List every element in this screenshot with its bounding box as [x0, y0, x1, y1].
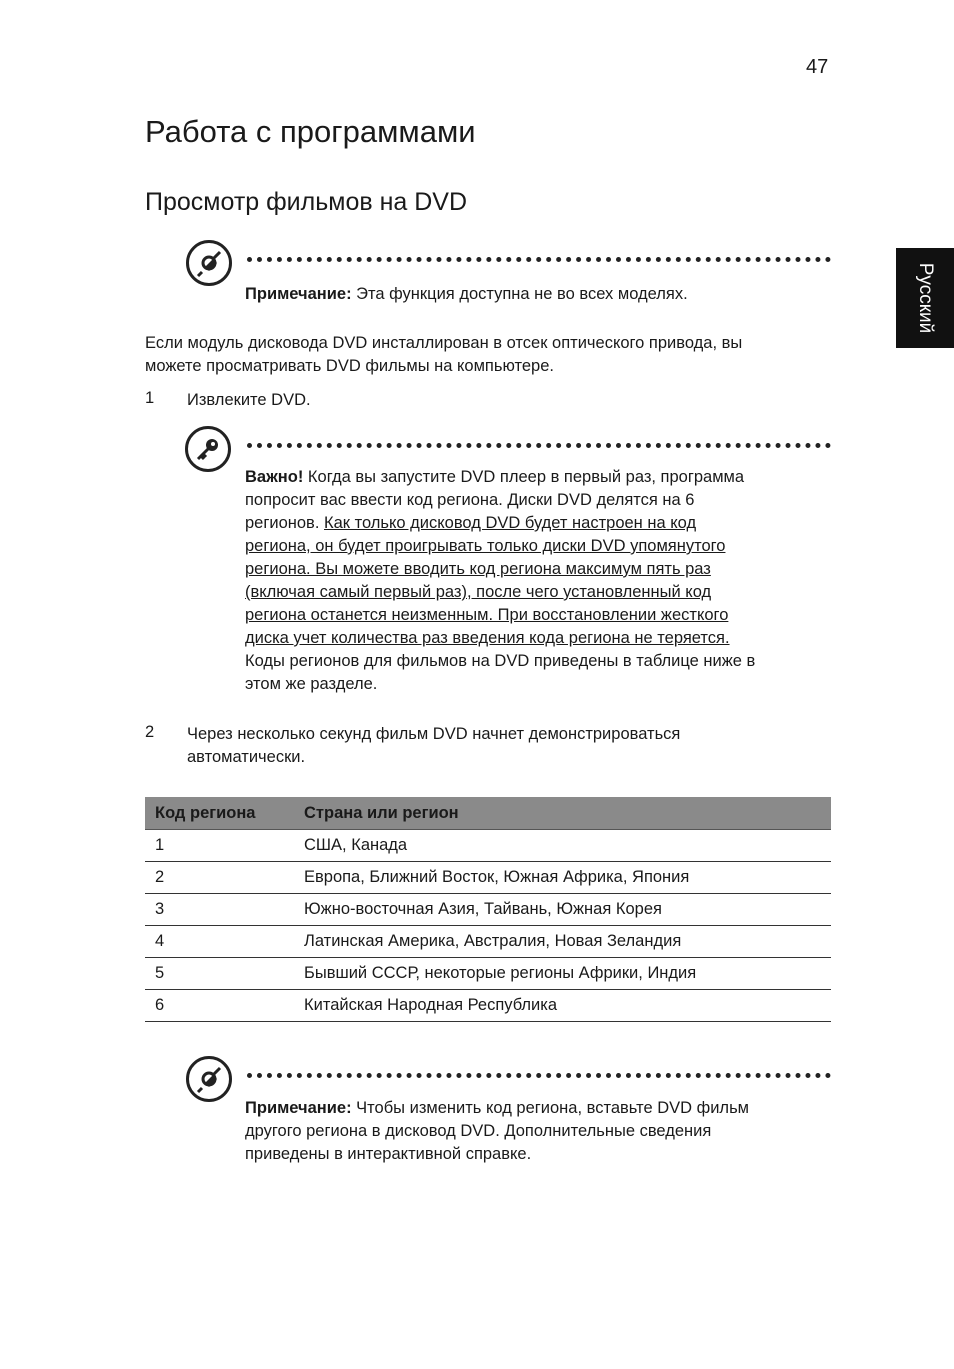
region-table: [145, 797, 831, 1022]
important-divider: [247, 443, 831, 448]
language-tab-label: Русский: [915, 262, 936, 334]
note-body: Эта функция доступна не во всех моделях.: [351, 285, 688, 303]
underlined-text: региона, он будет проигрывать только диски DVD упомянутого: [245, 537, 726, 555]
table-header-row: [145, 797, 831, 830]
region-country: Латинская Америка, Австралия, Новая Зеландия: [294, 926, 831, 958]
table-row: [145, 894, 831, 926]
pen-note-icon: [186, 1056, 232, 1102]
region-country: Европа, Ближний Восток, Южная Африка, Япония: [294, 862, 831, 894]
region-code: 2: [145, 862, 294, 894]
region-code: 6: [145, 990, 294, 1022]
region-code: 4: [145, 926, 294, 958]
key-important-icon: [185, 426, 231, 472]
page-number: 47: [806, 56, 829, 78]
intro-paragraph: [145, 332, 845, 378]
note-text: [245, 283, 688, 306]
text-line: Когда вы запустите DVD плеер в первый раз, программа: [303, 468, 745, 486]
text-line: автоматически.: [187, 748, 306, 766]
table-row: [145, 990, 831, 1022]
region-country: США, Канада: [294, 830, 831, 862]
table-row: [145, 926, 831, 958]
step-number: 2: [145, 723, 155, 741]
step-text: [187, 723, 827, 769]
pen-note-icon: [186, 240, 232, 286]
region-country: Бывший СССР, некоторые регионы Африки, Индия: [294, 958, 831, 990]
text-line: Коды регионов для фильмов на DVD приведены в таблице ниже в: [245, 652, 756, 670]
text-line: Через несколько секунд фильм DVD начнет демонстрироваться: [187, 725, 681, 743]
region-country: Китайская Народная Республика: [294, 990, 831, 1022]
text-line: этом же разделе.: [245, 675, 378, 693]
column-header: Страна или регион: [294, 797, 831, 830]
text-line: другого региона в дисковод DVD. Дополнительные сведения: [245, 1122, 712, 1140]
underlined-text: региона. Вы можете вводить код региона максимум пять раз: [245, 560, 711, 578]
language-tab: [896, 248, 954, 348]
underlined-text: Как только дисковод DVD будет настроен на код: [324, 514, 697, 532]
important-label: Важно!: [245, 468, 304, 486]
underlined-text: (включая самый первый раз), после чего установленный код: [245, 583, 712, 601]
step-number: 1: [145, 389, 155, 407]
note-divider: [247, 257, 831, 262]
region-country: Южно-восточная Азия, Тайвань, Южная Корея: [294, 894, 831, 926]
intro-line: Если модуль дисковода DVD инсталлирован в отсек оптического привода, вы: [145, 334, 743, 352]
table-row: [145, 958, 831, 990]
column-header: Код региона: [145, 797, 294, 830]
region-code: 5: [145, 958, 294, 990]
table-row: [145, 862, 831, 894]
note-label: Примечание:: [245, 1099, 352, 1117]
important-text: [245, 466, 825, 696]
underlined-text: региона останется неизменным. При восстановлении жесткого: [245, 606, 729, 624]
table-row: [145, 830, 831, 862]
text-line: попросит вас ввести код региона. Диски DVD делятся на 6: [245, 491, 695, 509]
note-text: [245, 1097, 825, 1166]
note-divider: [247, 1073, 831, 1078]
region-code: 1: [145, 830, 294, 862]
text-line: приведены в интерактивной справке.: [245, 1145, 532, 1163]
region-code: 3: [145, 894, 294, 926]
page-title: Работа с программами: [145, 114, 476, 149]
section-title: Просмотр фильмов на DVD: [145, 188, 468, 216]
note-label: Примечание:: [245, 285, 352, 303]
text-line: Чтобы изменить код региона, вставьте DVD фильм: [351, 1099, 750, 1117]
intro-line: можете просматривать DVD фильмы на компьютере.: [145, 357, 554, 375]
step-text: Извлеките DVD.: [187, 391, 311, 409]
underlined-text: диска учет количества раз введения кода региона не теряется.: [245, 629, 730, 647]
text-line: регионов.: [245, 514, 324, 532]
